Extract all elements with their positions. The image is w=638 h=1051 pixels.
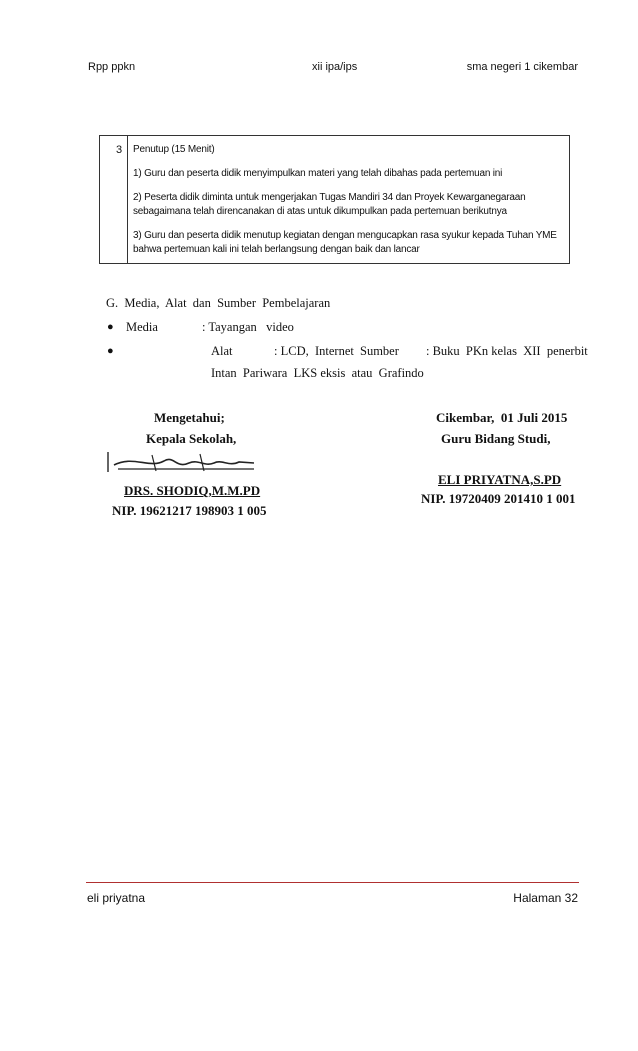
sig-right-line2: Guru Bidang Studi,	[441, 431, 551, 446]
activity-item-1: 1) Guru dan peserta didik menyimpulkan materi yang telah dibahas pada pertemuan ini	[133, 168, 503, 179]
activity-title: Penutup (15 Menit)	[133, 144, 215, 155]
bullet-icon: ●	[107, 321, 114, 333]
alat-label: Alat	[211, 344, 233, 358]
sig-right-line1: Cikembar, 01 Juli 2015	[436, 410, 568, 425]
activity-content	[128, 136, 570, 264]
sig-left-line1: Mengetahui;	[154, 410, 225, 425]
alat-value: : LCD, Internet	[274, 344, 354, 358]
activity-number: 3	[100, 136, 128, 264]
sig-right-name: ELI PRIYATNA,S.PD	[438, 472, 562, 487]
sumber-label: Sumber	[360, 344, 399, 358]
bullet-icon: ●	[107, 345, 114, 357]
header-left: Rpp ppkn	[88, 61, 136, 73]
sig-right-nip: NIP. 19720409 201410 1 001	[421, 491, 576, 506]
media-label: Media	[126, 320, 158, 334]
footer-left: eli priyatna	[87, 891, 146, 905]
section-heading: G. Media, Alat dan Sumber Pembelajaran	[106, 296, 331, 310]
header-right: sma negeri 1 cikembar	[466, 61, 578, 73]
header-center: xii ipa/ips	[312, 61, 358, 73]
table-row	[100, 136, 570, 264]
sig-left-name: DRS. SHODIQ,M.M.PD	[124, 483, 261, 498]
sig-left-line2: Kepala Sekolah,	[146, 431, 237, 446]
activity-item-3: 3) Guru dan peserta didik menutup kegiatan dengan mengucapkan rasa syukur kepada Tuhan YME bahwa pertemuan kali ini telah berlangsung dengan baik dan lancar	[133, 230, 557, 255]
sig-left-nip: NIP. 19621217 198903 1 005	[112, 503, 267, 518]
activity-item-2: 2) Peserta didik diminta untuk mengerjakan Tugas Mandiri 34 dan Proyek Kewarganegaraan sebagaimana telah direncanakan di atas untuk dikumpulkan pada pertemuan berikutnya	[133, 192, 526, 217]
footer-page-number: Halaman 32	[513, 891, 578, 905]
footer-divider	[86, 882, 579, 883]
activity-table	[99, 135, 570, 264]
sumber-value: : Buku PKn kelas XII penerbit	[426, 344, 588, 358]
signature-scribble	[104, 449, 260, 475]
sumber-continuation: Intan Pariwara LKS eksis atau Grafindo	[211, 366, 424, 380]
media-value: : Tayangan video	[202, 320, 294, 334]
